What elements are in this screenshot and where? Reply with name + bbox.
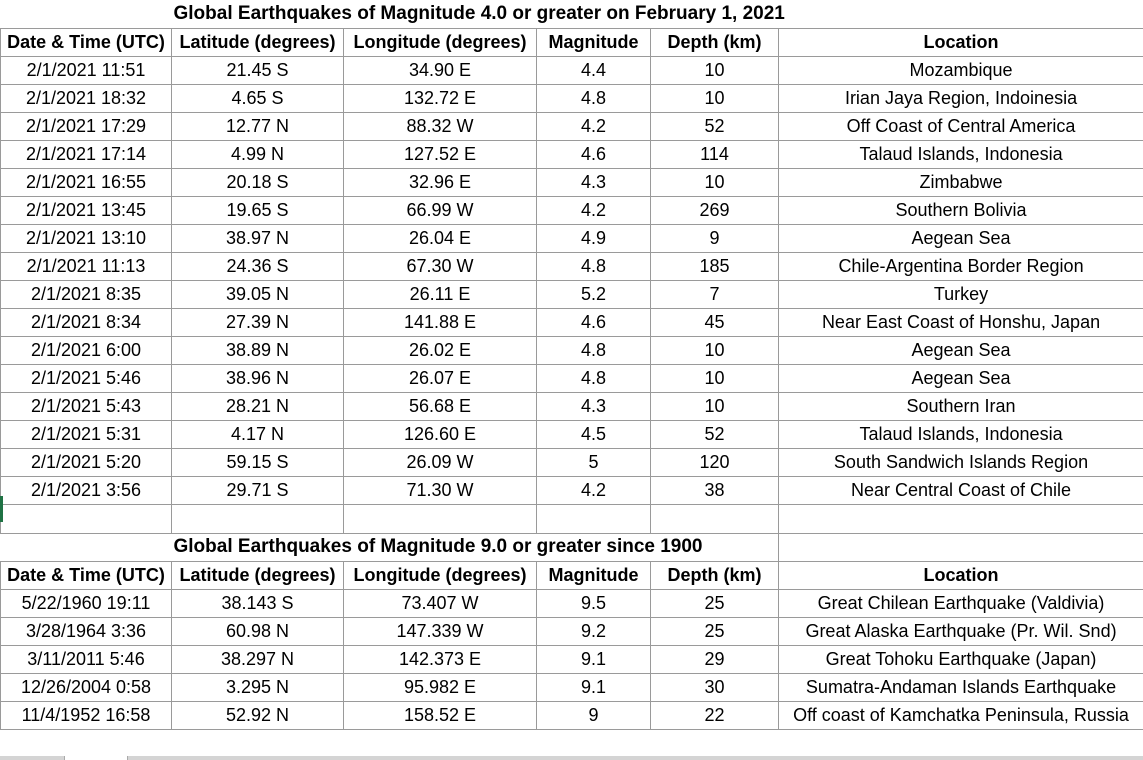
- longitude-cell[interactable]: 141.88 E: [344, 308, 537, 336]
- longitude-cell[interactable]: 26.04 E: [344, 224, 537, 252]
- longitude-cell[interactable]: 142.373 E: [344, 645, 537, 673]
- longitude-cell[interactable]: 147.339 W: [344, 617, 537, 645]
- location-cell[interactable]: Aegean Sea: [779, 336, 1143, 364]
- magnitude-cell[interactable]: 5.2: [537, 280, 651, 308]
- magnitude-cell[interactable]: 4.8: [537, 252, 651, 280]
- magnitude-cell[interactable]: 9: [537, 701, 651, 729]
- location-cell[interactable]: Irian Jaya Region, Indoinesia: [779, 84, 1143, 112]
- location-cell[interactable]: Zimbabwe: [779, 168, 1143, 196]
- magnitude-cell[interactable]: 4.2: [537, 476, 651, 504]
- longitude-cell[interactable]: 67.30 W: [344, 252, 537, 280]
- depth-cell[interactable]: 10: [651, 56, 779, 84]
- latitude-cell[interactable]: 19.65 S: [172, 196, 344, 224]
- table-row: [1, 196, 1143, 224]
- date-time-cell[interactable]: 2/1/2021 3:56: [1, 476, 172, 504]
- magnitude-cell[interactable]: 4.2: [537, 112, 651, 140]
- magnitude-cell[interactable]: 4.4: [537, 56, 651, 84]
- latitude-cell[interactable]: 4.65 S: [172, 84, 344, 112]
- sheet-body: [1, 0, 1143, 729]
- empty-cell[interactable]: [537, 504, 651, 533]
- latitude-cell[interactable]: 38.89 N: [172, 336, 344, 364]
- location-cell[interactable]: Chile-Argentina Border Region: [779, 252, 1143, 280]
- location-cell[interactable]: Great Tohoku Earthquake (Japan): [779, 645, 1143, 673]
- empty-cell[interactable]: [344, 504, 537, 533]
- date-time-cell[interactable]: 12/26/2004 0:58: [1, 673, 172, 701]
- date-time-cell[interactable]: 2/1/2021 5:20: [1, 448, 172, 476]
- date-time-cell[interactable]: 11/4/1952 16:58: [1, 701, 172, 729]
- longitude-cell[interactable]: 132.72 E: [344, 84, 537, 112]
- latitude-cell[interactable]: 59.15 S: [172, 448, 344, 476]
- empty-cell[interactable]: [779, 533, 1143, 561]
- table-row: [1, 112, 1143, 140]
- depth-cell[interactable]: 22: [651, 701, 779, 729]
- location-cell[interactable]: Near East Coast of Honshu, Japan: [779, 308, 1143, 336]
- column-header-location[interactable]: Location: [779, 28, 1143, 56]
- latitude-cell[interactable]: 21.45 S: [172, 56, 344, 84]
- longitude-cell[interactable]: 26.11 E: [344, 280, 537, 308]
- location-cell[interactable]: Off Coast of Central America: [779, 112, 1143, 140]
- longitude-cell[interactable]: 26.07 E: [344, 364, 537, 392]
- latitude-cell[interactable]: 38.97 N: [172, 224, 344, 252]
- magnitude-cell[interactable]: 9.1: [537, 645, 651, 673]
- table-row: [1, 56, 1143, 84]
- depth-cell[interactable]: 7: [651, 280, 779, 308]
- location-cell[interactable]: Aegean Sea: [779, 224, 1143, 252]
- table1-header-row: [1, 28, 1143, 56]
- longitude-cell[interactable]: 56.68 E: [344, 392, 537, 420]
- table-row: [1, 476, 1143, 504]
- longitude-cell[interactable]: 73.407 W: [344, 589, 537, 617]
- magnitude-cell[interactable]: 4.5: [537, 420, 651, 448]
- table2-title[interactable]: Global Earthquakes of Magnitude 9.0 or greater since 1900: [173, 536, 703, 557]
- latitude-cell[interactable]: 20.18 S: [172, 168, 344, 196]
- latitude-cell[interactable]: 29.71 S: [172, 476, 344, 504]
- depth-cell[interactable]: 114: [651, 140, 779, 168]
- column-header-depth[interactable]: Depth (km): [651, 28, 779, 56]
- sheet-tab[interactable]: [64, 756, 128, 760]
- magnitude-cell[interactable]: 9.1: [537, 673, 651, 701]
- depth-cell[interactable]: 120: [651, 448, 779, 476]
- table-row: [1, 420, 1143, 448]
- table-row: [1, 589, 1143, 617]
- date-time-cell[interactable]: 2/1/2021 13:45: [1, 196, 172, 224]
- location-cell[interactable]: Talaud Islands, Indonesia: [779, 140, 1143, 168]
- magnitude-cell[interactable]: 9.5: [537, 589, 651, 617]
- date-time-cell[interactable]: 2/1/2021 16:55: [1, 168, 172, 196]
- table1-title-row: [1, 0, 1143, 28]
- empty-cell[interactable]: [172, 504, 344, 533]
- location-cell[interactable]: Great Chilean Earthquake (Valdivia): [779, 589, 1143, 617]
- row-selection-marker: [0, 496, 3, 522]
- latitude-cell[interactable]: 24.36 S: [172, 252, 344, 280]
- longitude-cell[interactable]: 34.90 E: [344, 56, 537, 84]
- depth-cell[interactable]: 10: [651, 168, 779, 196]
- longitude-cell[interactable]: 88.32 W: [344, 112, 537, 140]
- magnitude-cell[interactable]: 4.6: [537, 308, 651, 336]
- depth-cell[interactable]: 52: [651, 420, 779, 448]
- magnitude-cell[interactable]: 4.8: [537, 336, 651, 364]
- depth-cell[interactable]: 185: [651, 252, 779, 280]
- latitude-cell[interactable]: 39.05 N: [172, 280, 344, 308]
- depth-cell[interactable]: 25: [651, 617, 779, 645]
- date-time-cell[interactable]: 2/1/2021 8:35: [1, 280, 172, 308]
- empty-cell[interactable]: [1, 533, 172, 561]
- empty-cell[interactable]: [779, 504, 1143, 533]
- table-row: [1, 336, 1143, 364]
- location-cell[interactable]: Turkey: [779, 280, 1143, 308]
- table-row: [1, 168, 1143, 196]
- column-header-latitude[interactable]: Latitude (degrees): [172, 561, 344, 589]
- depth-cell[interactable]: 269: [651, 196, 779, 224]
- magnitude-cell[interactable]: 4.8: [537, 84, 651, 112]
- longitude-cell[interactable]: 26.09 W: [344, 448, 537, 476]
- latitude-cell[interactable]: 3.295 N: [172, 673, 344, 701]
- depth-cell[interactable]: 9: [651, 224, 779, 252]
- table-row: [1, 448, 1143, 476]
- table-row: [1, 140, 1143, 168]
- date-time-cell[interactable]: 2/1/2021 13:10: [1, 224, 172, 252]
- date-time-cell[interactable]: 2/1/2021 5:31: [1, 420, 172, 448]
- table-row: [1, 617, 1143, 645]
- sheet-tab-bar: [0, 756, 1143, 760]
- location-cell[interactable]: Near Central Coast of Chile: [779, 476, 1143, 504]
- table-row: [1, 252, 1143, 280]
- longitude-cell[interactable]: 95.982 E: [344, 673, 537, 701]
- date-time-cell[interactable]: 2/1/2021 5:43: [1, 392, 172, 420]
- table-row: [1, 308, 1143, 336]
- latitude-cell[interactable]: 12.77 N: [172, 112, 344, 140]
- table2-title-row: [1, 533, 1143, 561]
- longitude-cell[interactable]: 158.52 E: [344, 701, 537, 729]
- date-time-cell[interactable]: 2/1/2021 18:32: [1, 84, 172, 112]
- longitude-cell[interactable]: 26.02 E: [344, 336, 537, 364]
- latitude-cell[interactable]: 4.17 N: [172, 420, 344, 448]
- date-time-cell[interactable]: 5/22/1960 19:11: [1, 589, 172, 617]
- empty-cell[interactable]: [1, 504, 172, 533]
- date-time-cell[interactable]: 2/1/2021 17:29: [1, 112, 172, 140]
- table-row: [1, 645, 1143, 673]
- column-header-longitude[interactable]: Longitude (degrees): [344, 28, 537, 56]
- date-time-cell[interactable]: 2/1/2021 11:51: [1, 56, 172, 84]
- depth-cell[interactable]: 38: [651, 476, 779, 504]
- location-cell[interactable]: Off coast of Kamchatka Peninsula, Russia: [779, 701, 1143, 729]
- depth-cell[interactable]: 25: [651, 589, 779, 617]
- date-time-cell[interactable]: 2/1/2021 8:34: [1, 308, 172, 336]
- depth-cell[interactable]: 30: [651, 673, 779, 701]
- magnitude-cell[interactable]: 5: [537, 448, 651, 476]
- column-header-magnitude[interactable]: Magnitude: [537, 561, 651, 589]
- location-cell[interactable]: Talaud Islands, Indonesia: [779, 420, 1143, 448]
- table1-title[interactable]: Global Earthquakes of Magnitude 4.0 or greater on February 1, 2021: [173, 2, 785, 24]
- depth-cell[interactable]: 52: [651, 112, 779, 140]
- column-header-date-time[interactable]: Date & Time (UTC): [1, 28, 172, 56]
- longitude-cell[interactable]: 126.60 E: [344, 420, 537, 448]
- date-time-cell[interactable]: 2/1/2021 17:14: [1, 140, 172, 168]
- longitude-cell[interactable]: 66.99 W: [344, 196, 537, 224]
- column-header-location[interactable]: Location: [779, 561, 1143, 589]
- date-time-cell[interactable]: 2/1/2021 11:13: [1, 252, 172, 280]
- depth-cell[interactable]: 10: [651, 364, 779, 392]
- location-cell[interactable]: Great Alaska Earthquake (Pr. Wil. Snd): [779, 617, 1143, 645]
- magnitude-cell[interactable]: 9.2: [537, 617, 651, 645]
- date-time-cell[interactable]: 3/28/1964 3:36: [1, 617, 172, 645]
- depth-cell[interactable]: 10: [651, 392, 779, 420]
- magnitude-cell[interactable]: 4.2: [537, 196, 651, 224]
- latitude-cell[interactable]: 38.297 N: [172, 645, 344, 673]
- table-row: [1, 280, 1143, 308]
- table-row: [1, 673, 1143, 701]
- location-cell[interactable]: Southern Bolivia: [779, 196, 1143, 224]
- column-header-date-time[interactable]: Date & Time (UTC): [1, 561, 172, 589]
- depth-cell[interactable]: 10: [651, 84, 779, 112]
- location-cell[interactable]: Aegean Sea: [779, 364, 1143, 392]
- column-header-depth[interactable]: Depth (km): [651, 561, 779, 589]
- table-row: [1, 392, 1143, 420]
- longitude-cell[interactable]: 127.52 E: [344, 140, 537, 168]
- latitude-cell[interactable]: 27.39 N: [172, 308, 344, 336]
- latitude-cell[interactable]: 28.21 N: [172, 392, 344, 420]
- magnitude-cell[interactable]: 4.9: [537, 224, 651, 252]
- table-row: [1, 224, 1143, 252]
- empty-cell[interactable]: [651, 504, 779, 533]
- column-header-magnitude[interactable]: Magnitude: [537, 28, 651, 56]
- column-header-latitude[interactable]: Latitude (degrees): [172, 28, 344, 56]
- longitude-cell[interactable]: 71.30 W: [344, 476, 537, 504]
- magnitude-cell[interactable]: 4.6: [537, 140, 651, 168]
- date-time-cell[interactable]: 2/1/2021 5:46: [1, 364, 172, 392]
- blank-row: [1, 504, 1143, 533]
- date-time-cell[interactable]: 3/11/2011 5:46: [1, 645, 172, 673]
- latitude-cell[interactable]: 38.96 N: [172, 364, 344, 392]
- table2-header-row: [1, 561, 1143, 589]
- empty-cell[interactable]: [1, 0, 172, 28]
- depth-cell[interactable]: 29: [651, 645, 779, 673]
- depth-cell[interactable]: 10: [651, 336, 779, 364]
- latitude-cell[interactable]: 52.92 N: [172, 701, 344, 729]
- magnitude-cell[interactable]: 4.3: [537, 392, 651, 420]
- location-cell[interactable]: Southern Iran: [779, 392, 1143, 420]
- latitude-cell[interactable]: 60.98 N: [172, 617, 344, 645]
- table-row: [1, 364, 1143, 392]
- magnitude-cell[interactable]: 4.3: [537, 168, 651, 196]
- location-cell[interactable]: Sumatra-Andaman Islands Earthquake: [779, 673, 1143, 701]
- table-row: [1, 701, 1143, 729]
- location-cell[interactable]: Mozambique: [779, 56, 1143, 84]
- longitude-cell[interactable]: 32.96 E: [344, 168, 537, 196]
- depth-cell[interactable]: 45: [651, 308, 779, 336]
- date-time-cell[interactable]: 2/1/2021 6:00: [1, 336, 172, 364]
- magnitude-cell[interactable]: 4.8: [537, 364, 651, 392]
- table-row: [1, 84, 1143, 112]
- location-cell[interactable]: South Sandwich Islands Region: [779, 448, 1143, 476]
- column-header-longitude[interactable]: Longitude (degrees): [344, 561, 537, 589]
- latitude-cell[interactable]: 4.99 N: [172, 140, 344, 168]
- latitude-cell[interactable]: 38.143 S: [172, 589, 344, 617]
